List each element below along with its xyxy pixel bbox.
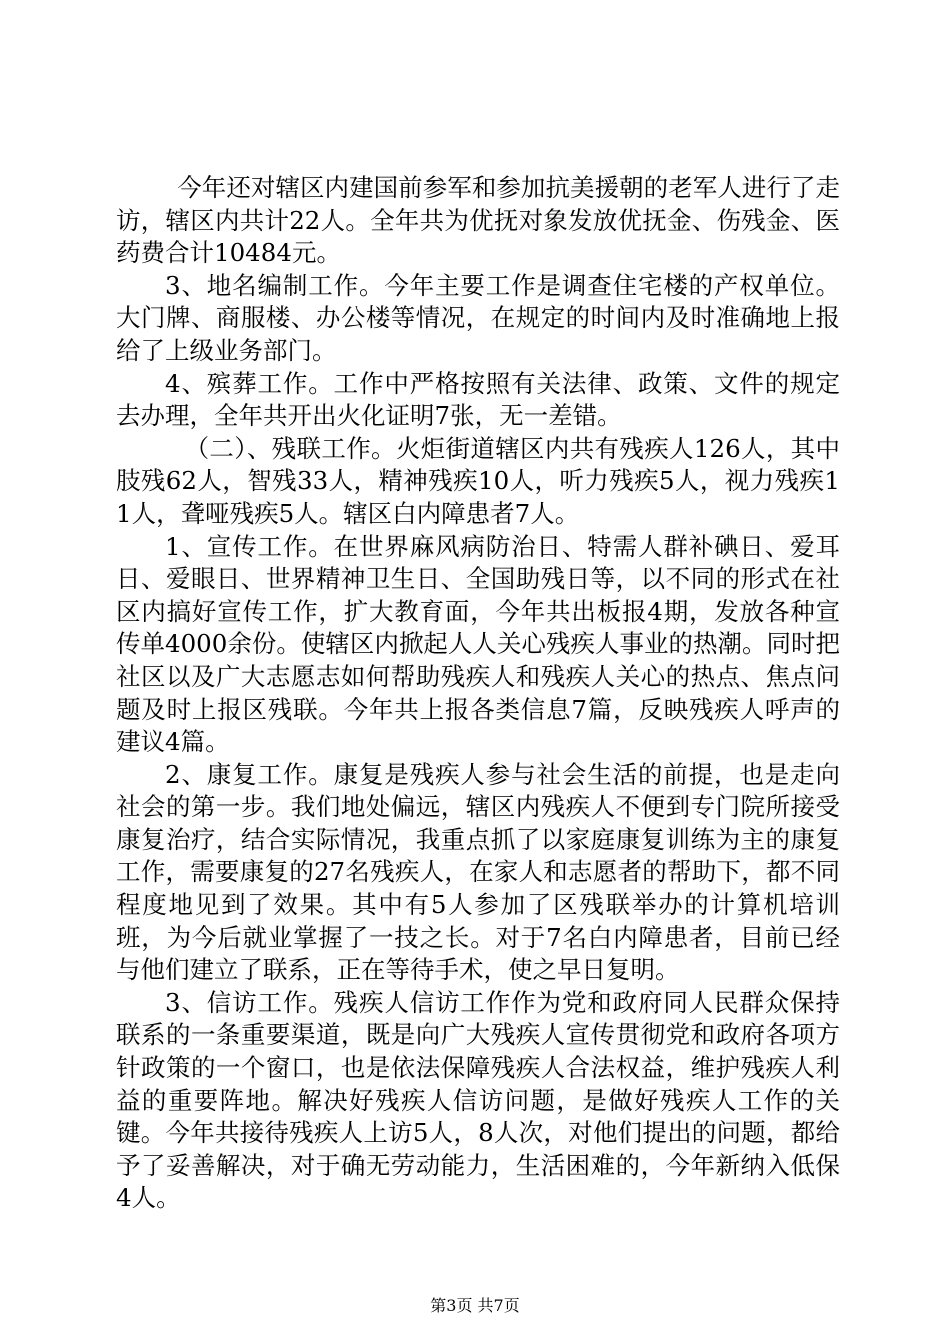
- document-body: [116, 172, 840, 1215]
- paragraph-place-naming: 3、地名编制工作。今年主要工作是调查住宅楼的产权单位。大门牌、商服楼、办公楼等情况，在规定的时间内及时准确地上报给了上级业务部门。: [116, 270, 840, 365]
- page-number-footer: 第3页 共7页: [430, 1296, 520, 1315]
- paragraph-funeral-work: 4、殡葬工作。工作中严格按照有关法律、政策、文件的规定去办理，全年共开出火化证明7张，无一差错。: [116, 368, 840, 431]
- paragraph-veterans-visit: 今年还对辖区内建国前参军和参加抗美援朝的老军人进行了走访，辖区内共计22人。全年共为优抚对象发放优抚金、伤残金、医药费合计10484元。: [116, 173, 840, 268]
- paragraph-disability-federation: （二）、残联工作。火炬街道辖区内共有残疾人126人，其中肢残62人，智残33人，精神残疾10人，听力残疾5人，视力残疾11人，聋哑残疾5人。辖区白内障患者7人。: [116, 433, 840, 528]
- paragraph-rehabilitation-work: 2、康复工作。康复是残疾人参与社会生活的前提，也是走向社会的第一步。我们地处偏远，辖区内残疾人不便到专门院所接受康复治疗，结合实际情况，我重点抓了以家庭康复训练为主的康复工作，需要康复的27名残疾人，在家人和志愿者的帮助下，都不同程度地见到了效果。其中有5人参加了区残联举办的计算机培训班，为今后就业掌握了一技之长。对于7名白内障患者，目前已经与他们建立了联系，正在等待手术，使之早日复明。: [116, 759, 840, 985]
- paragraph-publicity-work: 1、宣传工作。在世界麻风病防治日、特需人群补碘日、爱耳日、爱眼日、世界精神卫生日、全国助残日等，以不同的形式在社区内搞好宣传工作，扩大教育面，今年共出板报4期，发放各种宣传单4000余份。使辖区内掀起人人关心残疾人事业的热潮。同时把社区以及广大志愿志如何帮助残疾人和残疾人关心的热点、焦点问题及时上报区残联。今年共上报各类信息7篇，反映残疾人呼声的建议4篇。: [116, 531, 840, 757]
- paragraph-petition-work: 3、信访工作。残疾人信访工作作为党和政府同人民群众保持联系的一条重要渠道，既是向广大残疾人宣传贯彻党和政府各项方针政策的一个窗口，也是依法保障残疾人合法权益，维护残疾人利益的重要阵地。解决好残疾人信访问题，是做好残疾人工作的关键。今年共接待残疾人上访5人，8人次，对他们提出的问题，都给予了妥善解决，对于确无劳动能力，生活困难的，今年新纳入低保4人。: [116, 987, 840, 1213]
